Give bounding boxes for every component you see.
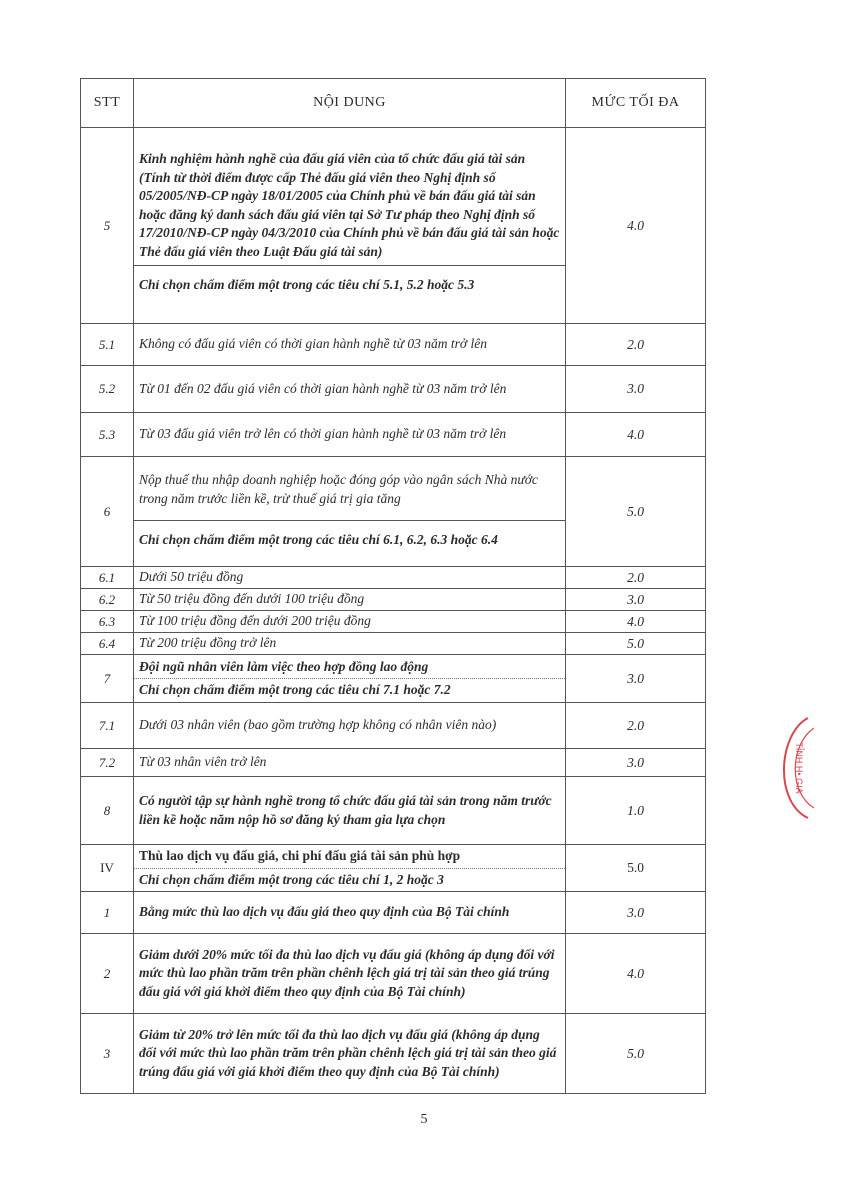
table-row — [81, 934, 706, 1014]
table-row — [81, 892, 706, 934]
criterion-note: Chỉ chọn chấm điểm một trong các tiêu chí 7.1 hoặc 7.2 — [134, 678, 565, 702]
row-stt: 1 — [81, 892, 134, 934]
row-max-score: 2.0 — [566, 567, 706, 589]
table-row — [81, 457, 706, 567]
table-row — [81, 567, 706, 589]
table-row — [81, 845, 706, 892]
row-stt: 6.2 — [81, 589, 134, 611]
row-stt: 8 — [81, 777, 134, 845]
criterion-note: Chỉ chọn chấm điểm một trong các tiêu chí 5.1, 5.2 hoặc 5.3 — [134, 265, 565, 307]
criteria-table — [80, 78, 706, 1094]
criterion-text: Giảm dưới 20% mức tối đa thù lao dịch vụ đấu giá (không áp dụng đối với mức thù lao phần trăm trên phần chênh lệch giá trị tài sản theo giá trúng đấu giá với giá khởi điểm theo quy định của Bộ Tài chính) — [139, 946, 555, 999]
criterion-text: Từ 50 triệu đồng đến dưới 100 triệu đồng — [139, 591, 365, 607]
criterion-text: Từ 03 đấu giá viên trở lên có thời gian hành nghề từ 03 năm trở lên — [139, 426, 507, 442]
page-number: 5 — [420, 1112, 428, 1127]
criterion-text: Từ 100 triệu đồng đến dưới 200 triệu đồng — [139, 613, 371, 629]
row-max-score: 2.0 — [566, 703, 706, 749]
criterion-text: Bằng mức thù lao dịch vụ đấu giá theo quy định của Bộ Tài chính — [139, 904, 510, 920]
row-stt: 7.1 — [81, 703, 134, 749]
row-stt: 5.1 — [81, 324, 134, 366]
row-stt: 6.4 — [81, 633, 134, 655]
row-max-score: 2.0 — [566, 324, 706, 366]
row-stt: 5.3 — [81, 413, 134, 457]
row-stt: 7 — [81, 655, 134, 703]
row-content — [134, 655, 566, 703]
row-content — [134, 457, 566, 567]
row-max-score: 5.0 — [566, 845, 706, 892]
header-muc-toi-da: MỨC TỐI ĐA — [566, 79, 706, 128]
table-row — [81, 703, 706, 749]
table-row — [81, 749, 706, 777]
header-stt: STT — [81, 79, 134, 128]
row-stt: 5.2 — [81, 366, 134, 413]
row-stt: 7.2 — [81, 749, 134, 777]
criterion-text: Kinh nghiệm hành nghề của đấu giá viên của tổ chức đấu giá tài sản (Tính từ thời điểm được cấp Thẻ đấu giá viên theo Nghị định số 05/2005/NĐ-CP ngày 18/01/2005 của Chính phủ về bán đấu giá tài sản hoặc đăng ký danh sách đấu giá viên tại Sở Tư pháp theo Nghị định số 17/2010/NĐ-CP ngày 04/3/2010 của Chính phủ về bán đấu giá tài sản hoặc Thẻ đấu giá viên theo Luật Đấu giá tài sản) — [139, 151, 560, 259]
row-stt: 6.1 — [81, 567, 134, 589]
table-row — [81, 777, 706, 845]
red-stamp-fragment — [768, 716, 814, 820]
row-max-score: 4.0 — [566, 611, 706, 633]
table-row — [81, 589, 706, 611]
criterion-note: Chỉ chọn chấm điểm một trong các tiêu chí 6.1, 6.2, 6.3 hoặc 6.4 — [134, 520, 565, 558]
row-max-score: 4.0 — [566, 128, 706, 324]
row-max-score: 3.0 — [566, 366, 706, 413]
criterion-text: Không có đấu giá viên có thời gian hành nghề từ 03 năm trở lên — [139, 336, 487, 352]
section-title: Thù lao dịch vụ đấu giá, chi phí đấu giá tài sản phù hợp — [139, 848, 461, 863]
stamp-text: TỈNH H• GIA — [794, 742, 804, 794]
row-content — [134, 845, 566, 892]
row-max-score: 5.0 — [566, 457, 706, 567]
row-stt: 6 — [81, 457, 134, 567]
table-row — [81, 413, 706, 457]
criterion-text: Dưới 03 nhân viên (bao gồm trường hợp không có nhân viên nào) — [139, 717, 497, 733]
table-row — [81, 655, 706, 703]
criterion-text: Từ 03 nhân viên trở lên — [139, 754, 267, 770]
row-stt: 6.3 — [81, 611, 134, 633]
table-row — [81, 366, 706, 413]
row-stt: 2 — [81, 934, 134, 1014]
row-max-score: 4.0 — [566, 413, 706, 457]
row-max-score: 3.0 — [566, 749, 706, 777]
row-max-score: 3.0 — [566, 655, 706, 703]
criterion-text: Từ 200 triệu đồng trở lên — [139, 635, 277, 651]
row-max-score: 1.0 — [566, 777, 706, 845]
table-row — [81, 633, 706, 655]
table-row — [81, 128, 706, 324]
row-max-score: 5.0 — [566, 633, 706, 655]
row-max-score: 3.0 — [566, 892, 706, 934]
row-stt: 5 — [81, 128, 134, 324]
table-row — [81, 1014, 706, 1094]
criterion-text: Từ 01 đến 02 đấu giá viên có thời gian hành nghề từ 03 năm trở lên — [139, 380, 507, 396]
table-row — [81, 324, 706, 366]
criterion-text: Đội ngũ nhân viên làm việc theo hợp đồng lao động — [139, 658, 429, 674]
header-noi-dung: NỘI DUNG — [134, 79, 566, 128]
row-max-score: 5.0 — [566, 1014, 706, 1094]
table-row — [81, 611, 706, 633]
row-stt: IV — [81, 845, 134, 892]
row-max-score: 4.0 — [566, 934, 706, 1014]
table-header-row — [81, 79, 706, 128]
criterion-text: Nộp thuế thu nhập doanh nghiệp hoặc đóng góp vào ngân sách Nhà nước trong năm trước liền kề, trừ thuế giá trị gia tăng — [139, 472, 538, 506]
row-content — [134, 128, 566, 324]
criterion-text: Có người tập sự hành nghề trong tổ chức đấu giá tài sản trong năm trước liền kề hoặc năm nộp hồ sơ đăng ký tham gia lựa chọn — [139, 793, 552, 827]
row-max-score: 3.0 — [566, 589, 706, 611]
criterion-text: Dưới 50 triệu đồng — [139, 569, 244, 585]
row-stt: 3 — [81, 1014, 134, 1094]
criterion-text: Giảm từ 20% trở lên mức tối đa thù lao dịch vụ đấu giá (không áp dụng đối với mức thù lao phần trăm trên phần chênh lệch giá trị tài sản theo giá trúng đấu giá với giá khởi điểm theo quy định của Bộ Tài chính) — [139, 1026, 557, 1079]
criterion-note: Chỉ chọn chấm điểm một trong các tiêu chí 1, 2 hoặc 3 — [134, 868, 565, 892]
